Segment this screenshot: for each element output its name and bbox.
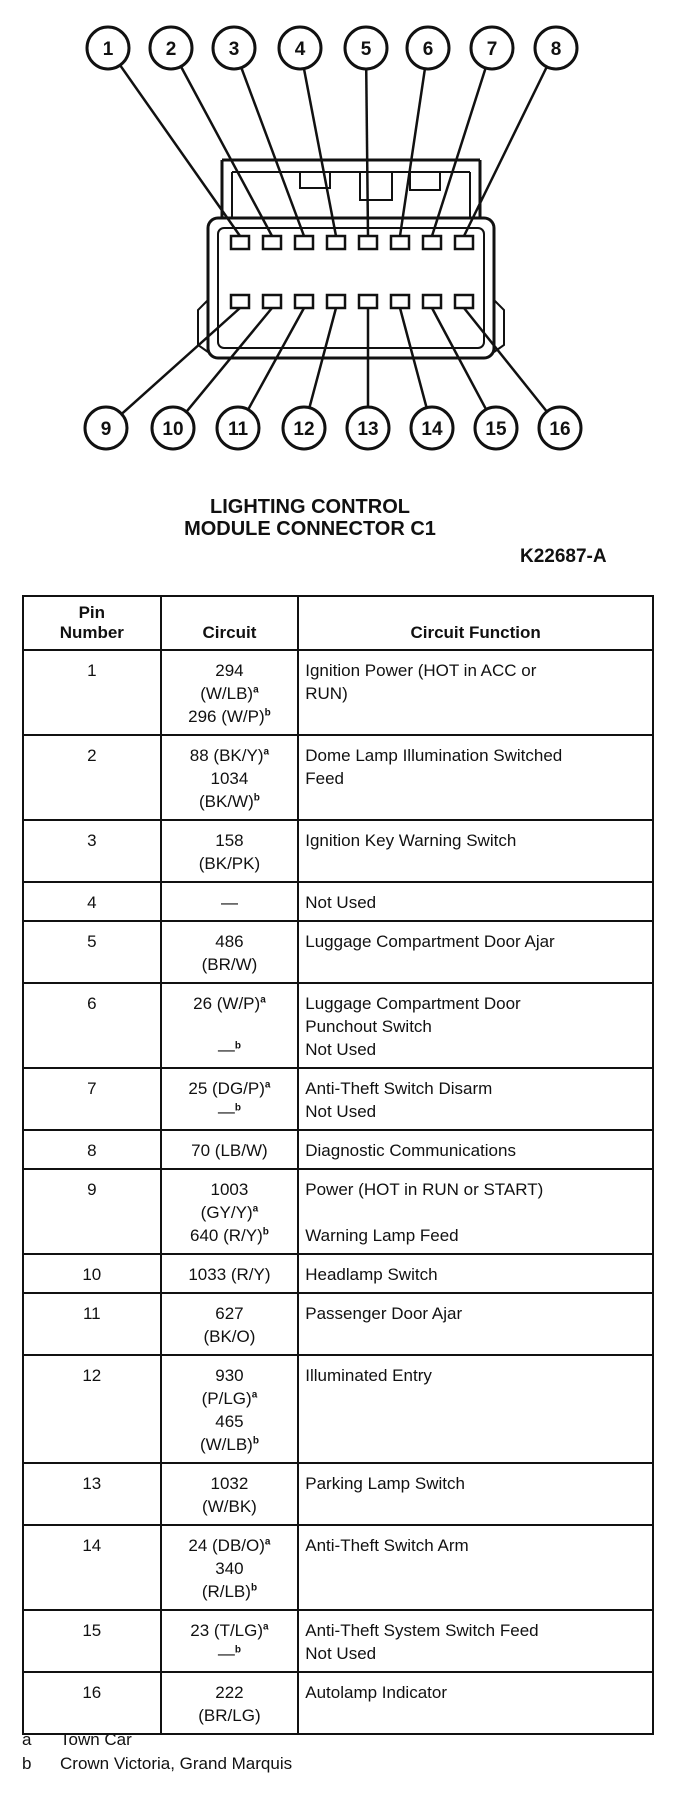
pin-callout [539, 407, 581, 449]
function-line: Luggage Compartment Door [305, 994, 521, 1013]
table-row [23, 650, 653, 735]
table-header-row [23, 596, 653, 650]
function-line: Luggage Compartment Door Ajar [305, 932, 555, 951]
footnotes [22, 1728, 292, 1776]
leader-line [181, 66, 272, 236]
table-row [23, 1610, 653, 1672]
circuit-function-cell [298, 921, 653, 983]
footnote-marker: a [251, 1389, 258, 1401]
footnote-marker: b [234, 1040, 241, 1052]
circuit-line [168, 891, 292, 914]
leader-line [304, 69, 336, 236]
table-row [23, 1463, 653, 1525]
circuit-text: 158 [215, 831, 244, 850]
pin-number-cell: 13 [23, 1463, 161, 1525]
circuit-line [168, 829, 292, 852]
footnote-marker: b [234, 1644, 241, 1656]
terminal-slot [423, 236, 441, 249]
function-line: Warning Lamp Feed [305, 1226, 459, 1245]
circuit-text: (P/LG) [201, 1389, 252, 1408]
circuit-line [168, 1387, 292, 1410]
circuit-text: 296 (W/P) [188, 707, 265, 726]
leader-line [120, 65, 240, 236]
pin-table [22, 595, 654, 1735]
pin-callout [213, 27, 255, 69]
table-row [23, 921, 653, 983]
callout-label: 12 [293, 419, 315, 440]
connector-diagram [0, 0, 688, 520]
terminal-slot [455, 236, 473, 249]
function-line: Not Used [305, 1644, 377, 1663]
circuit-line [168, 1015, 292, 1038]
circuit-line [168, 1038, 292, 1061]
footnote-marker: a [260, 994, 266, 1006]
circuit-line [168, 1077, 292, 1100]
circuit-line [168, 744, 292, 767]
function-line [305, 1201, 646, 1224]
pin-number-cell: 11 [23, 1293, 161, 1355]
circuit-cell [161, 1169, 299, 1254]
circuit-line [168, 682, 292, 705]
circuit-function-cell [298, 1068, 653, 1130]
circuit-cell [161, 882, 299, 921]
circuit-text: — [217, 1644, 235, 1663]
connector-housing [208, 218, 494, 358]
circuit-line [168, 1178, 292, 1201]
circuit-line [168, 1704, 292, 1727]
header-circuit: Circuit [161, 596, 299, 650]
circuit-cell [161, 735, 299, 820]
table-row [23, 1169, 653, 1254]
function-line: Not Used [305, 893, 377, 912]
footnote-marker: a [264, 1536, 271, 1548]
terminal-slot [263, 236, 281, 249]
circuit-function-cell [298, 983, 653, 1068]
callout-label: 6 [422, 39, 434, 60]
table-row [23, 1672, 653, 1734]
function-line: RUN) [305, 684, 348, 703]
footnote-marker: b [234, 1102, 241, 1114]
circuit-line [168, 790, 292, 813]
circuit-text: — [217, 1040, 235, 1059]
connector-keying [300, 172, 440, 200]
pin-number-cell: 14 [23, 1525, 161, 1610]
pin-callout [217, 407, 259, 449]
circuit-text: 24 (DB/O) [188, 1536, 265, 1555]
terminal-slot [295, 295, 313, 308]
circuit-line [168, 930, 292, 953]
circuit-text: 222 [215, 1683, 244, 1702]
function-line: Passenger Door Ajar [305, 1304, 463, 1323]
circuit-function-cell [298, 1254, 653, 1293]
table-row [23, 1254, 653, 1293]
footnote-marker: a [253, 684, 259, 696]
circuit-text: 930 [215, 1366, 244, 1385]
pin-number-cell: 4 [23, 882, 161, 921]
circuit-function-cell [298, 1463, 653, 1525]
footnote-marker: b [252, 1435, 259, 1447]
circuit-text: 1003 [210, 1180, 249, 1199]
function-line: Autolamp Indicator [305, 1683, 447, 1702]
pin-number-cell: 15 [23, 1610, 161, 1672]
circuit-line [168, 1302, 292, 1325]
circuit-function-cell [298, 1169, 653, 1254]
terminal-slot [327, 295, 345, 308]
terminal-slot [423, 295, 441, 308]
circuit-cell [161, 1610, 299, 1672]
header-pin-line-1: Pin [78, 603, 106, 622]
circuit-line [168, 1139, 292, 1162]
callout-label: 11 [227, 419, 249, 440]
function-line: Feed [305, 769, 344, 788]
circuit-line [168, 1325, 292, 1348]
circuit-text: 486 [215, 932, 244, 951]
circuit-cell [161, 921, 299, 983]
circuit-text: (BR/LG) [198, 1706, 261, 1725]
header-pin-number [23, 596, 161, 650]
pin-number-cell: 7 [23, 1068, 161, 1130]
header-circuit-function: Circuit Function [298, 596, 653, 650]
function-line: Anti-Theft Switch Arm [305, 1536, 469, 1555]
pin-callout [535, 27, 577, 69]
table-row [23, 1525, 653, 1610]
pin-callout [152, 407, 194, 449]
pin-number-cell: 2 [23, 735, 161, 820]
circuit-line [168, 1263, 292, 1286]
circuit-cell [161, 650, 299, 735]
bottom-terminal-row [231, 295, 473, 308]
top-terminal-row [231, 236, 473, 249]
footnote-marker: b [250, 1582, 258, 1594]
circuit-cell [161, 1130, 299, 1169]
circuit-cell [161, 820, 299, 882]
pin-callout [283, 407, 325, 449]
callout-label: 7 [486, 39, 498, 60]
table-row [23, 1130, 653, 1169]
pin-number-cell: 8 [23, 1130, 161, 1169]
terminal-slot [263, 295, 281, 308]
footnote-marker: a [264, 1079, 271, 1091]
circuit-cell [161, 983, 299, 1068]
circuit-text: (W/LB) [200, 684, 254, 703]
table-row [23, 1068, 653, 1130]
callout-label: 2 [165, 39, 177, 60]
circuit-text: 340 [215, 1559, 244, 1578]
circuit-line [168, 705, 292, 728]
callout-label: 4 [294, 39, 306, 60]
pin-number-cell: 16 [23, 1672, 161, 1734]
table-row [23, 882, 653, 921]
circuit-line [168, 953, 292, 976]
footnote [22, 1728, 292, 1752]
callout-label: 3 [228, 39, 240, 60]
callout-label: 1 [102, 39, 114, 60]
callout-label: 13 [357, 419, 379, 440]
circuit-function-cell [298, 650, 653, 735]
callout-label: 5 [360, 39, 372, 60]
table-row [23, 1355, 653, 1463]
header-pin-line-2: Number [59, 623, 124, 642]
circuit-cell [161, 1293, 299, 1355]
circuit-line [168, 1224, 292, 1247]
circuit-text: (BR/W) [201, 955, 258, 974]
circuit-text: 627 [215, 1304, 244, 1323]
pin-number-cell: 5 [23, 921, 161, 983]
circuit-cell [161, 1355, 299, 1463]
function-line: Diagnostic Communications [305, 1141, 516, 1160]
pin-callout [407, 27, 449, 69]
table-row [23, 1293, 653, 1355]
circuit-text [227, 1017, 232, 1036]
function-line: Not Used [305, 1102, 377, 1121]
circuit-line [168, 1580, 292, 1603]
function-line: Ignition Power (HOT in ACC or [305, 661, 537, 680]
circuit-text: 465 [215, 1412, 244, 1431]
circuit-cell [161, 1068, 299, 1130]
pin-callout [85, 407, 127, 449]
circuit-line [168, 1472, 292, 1495]
callout-label: 15 [485, 419, 507, 440]
table-row [23, 735, 653, 820]
circuit-function-cell [298, 1355, 653, 1463]
leader-line [122, 308, 240, 414]
circuit-text: 88 (BK/Y) [189, 746, 264, 765]
callout-label: 14 [421, 419, 443, 440]
circuit-line [168, 1495, 292, 1518]
circuit-line [168, 1642, 292, 1665]
circuit-text: (BK/PK) [198, 854, 261, 873]
circuit-text: 640 (R/Y) [190, 1226, 263, 1245]
terminal-slot [295, 236, 313, 249]
terminal-slot [359, 236, 377, 249]
circuit-text: (GY/Y) [200, 1203, 253, 1222]
circuit-cell [161, 1525, 299, 1610]
callout-label: 10 [162, 419, 184, 440]
connector-body [198, 160, 504, 358]
circuit-line [168, 1100, 292, 1123]
terminal-slot [231, 236, 249, 249]
circuit-cell [161, 1672, 299, 1734]
pin-number-cell: 9 [23, 1169, 161, 1254]
function-line: Anti-Theft Switch Disarm [305, 1079, 493, 1098]
circuit-function-cell [298, 1525, 653, 1610]
terminal-slot [391, 295, 409, 308]
footnote-text: Crown Victoria, Grand Marquis [60, 1754, 293, 1773]
circuit-text: (W/LB) [199, 1435, 253, 1454]
pin-callout [471, 27, 513, 69]
circuit-line [168, 659, 292, 682]
footnote-marker: b [262, 1226, 269, 1238]
circuit-line [168, 1619, 292, 1642]
function-line: Punchout Switch [305, 1017, 432, 1036]
circuit-text: (R/LB) [201, 1582, 251, 1601]
leader-line [186, 308, 272, 412]
pin-number-cell: 1 [23, 650, 161, 735]
circuit-function-cell [298, 882, 653, 921]
callout-label: 9 [100, 419, 112, 440]
circuit-line [168, 852, 292, 875]
pin-number-cell: 10 [23, 1254, 161, 1293]
circuit-text: 25 (DG/P) [188, 1079, 265, 1098]
circuit-line [168, 1364, 292, 1387]
table-row [23, 820, 653, 882]
footnote-marker: a [263, 746, 270, 758]
leader-line [241, 68, 304, 236]
function-line: Not Used [305, 1040, 377, 1059]
terminal-slot [359, 295, 377, 308]
circuit-function-cell [298, 1672, 653, 1734]
circuit-text: 1034 [210, 769, 249, 788]
figure-id: K22687-A [520, 546, 607, 567]
circuit-cell [161, 1254, 299, 1293]
pin-callout [411, 407, 453, 449]
circuit-function-cell [298, 1610, 653, 1672]
table-row [23, 983, 653, 1068]
circuit-line [168, 992, 292, 1015]
footnote-marker: a [263, 1621, 269, 1633]
connector-latch-inner [232, 172, 470, 218]
circuit-line [168, 1557, 292, 1580]
terminal-slot [391, 236, 409, 249]
circuit-text: — [220, 893, 238, 912]
footnote-key: b [22, 1754, 32, 1773]
pin-callout [279, 27, 321, 69]
terminal-slot [455, 295, 473, 308]
function-line: Parking Lamp Switch [305, 1474, 465, 1493]
caption-line-1: LIGHTING CONTROL [210, 496, 410, 518]
circuit-line [168, 767, 292, 790]
footnote-marker: a [252, 1203, 259, 1215]
circuit-text: — [217, 1102, 235, 1121]
circuit-line [168, 1534, 292, 1557]
circuit-text: (BK/O) [203, 1327, 256, 1346]
function-line: Anti-Theft System Switch Feed [305, 1621, 539, 1640]
caption-line-2: MODULE CONNECTOR C1 [184, 518, 436, 540]
pin-number-cell: 3 [23, 820, 161, 882]
function-line: Dome Lamp Illumination Switched [305, 746, 563, 765]
circuit-text: 1032 [210, 1474, 249, 1493]
footnote-marker: b [253, 792, 260, 804]
pin-callout [475, 407, 517, 449]
callout-label: 16 [549, 419, 571, 440]
function-line: Ignition Key Warning Switch [305, 831, 517, 850]
pin-number-cell: 6 [23, 983, 161, 1068]
pin-callout [347, 407, 389, 449]
function-line: Power (HOT in RUN or START) [305, 1180, 544, 1199]
circuit-line [168, 1410, 292, 1433]
circuit-text: 1033 (R/Y) [188, 1265, 271, 1284]
circuit-text: (BK/W) [198, 792, 254, 811]
circuit-text: 26 (W/P) [193, 994, 261, 1013]
callout-label: 8 [550, 39, 562, 60]
pin-number-cell: 12 [23, 1355, 161, 1463]
pin-callout [345, 27, 387, 69]
terminal-slot [327, 236, 345, 249]
footnote-text: Town Car [60, 1730, 132, 1749]
terminal-slot [231, 295, 249, 308]
circuit-cell [161, 1463, 299, 1525]
footnote-marker: b [264, 707, 271, 719]
circuit-function-cell [298, 735, 653, 820]
circuit-text: (W/BK) [202, 1497, 257, 1516]
circuit-line [168, 1433, 292, 1456]
leader-line [400, 69, 425, 236]
footnote [22, 1752, 292, 1776]
circuit-text: 70 (LB/W) [191, 1141, 268, 1160]
function-line: Headlamp Switch [305, 1265, 438, 1284]
circuit-text: 23 (T/LG) [190, 1621, 264, 1640]
circuit-function-cell [298, 820, 653, 882]
circuit-text: 294 [215, 661, 244, 680]
pin-callout [87, 27, 129, 69]
pin-callout [150, 27, 192, 69]
circuit-function-cell [298, 1293, 653, 1355]
circuit-line [168, 1681, 292, 1704]
circuit-line [168, 1201, 292, 1224]
circuit-function-cell [298, 1130, 653, 1169]
footnote-key: a [22, 1730, 32, 1749]
leader-line [464, 67, 547, 236]
leader-line [464, 308, 547, 412]
function-line: Illuminated Entry [305, 1366, 432, 1385]
leader-line [366, 69, 368, 236]
